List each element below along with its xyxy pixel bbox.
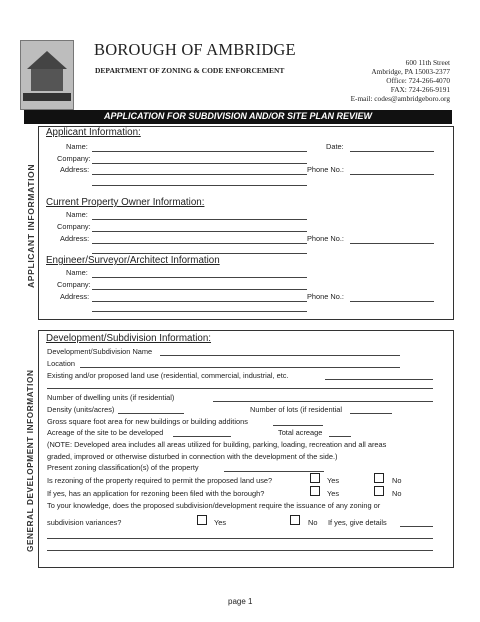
application-yes-label: Yes xyxy=(327,489,340,498)
engineer-address-field[interactable] xyxy=(92,301,307,302)
applicant-date-field[interactable] xyxy=(350,151,434,152)
engineer-phone-label: Phone No.: xyxy=(307,292,344,301)
variance-details-field[interactable] xyxy=(400,526,433,527)
address-city: Ambridge, PA 15003-2377 xyxy=(371,67,450,76)
applicant-address-label: Address: xyxy=(60,165,90,174)
applicant-address-field[interactable] xyxy=(92,174,307,175)
engineer-company-field[interactable] xyxy=(92,289,307,290)
land-use-label: Existing and/or proposed land use (residential, commercial, industrial, etc. xyxy=(47,371,289,380)
owner-heading: Current Property Owner Information: xyxy=(46,197,205,208)
owner-name-label: Name: xyxy=(66,210,88,219)
applicant-address-line-2[interactable] xyxy=(92,185,307,186)
applicant-company-label: Company: xyxy=(57,154,91,163)
owner-name-field[interactable] xyxy=(92,219,307,220)
contact-address-block xyxy=(351,58,450,103)
lots-field[interactable] xyxy=(350,413,392,414)
acreage-site-field[interactable] xyxy=(173,436,231,437)
rezoning-question: Is rezoning of the property required to permit the proposed land use? xyxy=(47,476,273,485)
note-line-1: (NOTE: Developed area includes all areas utilized for building, parking, loading, recreation and all areas xyxy=(47,440,387,449)
density-field[interactable] xyxy=(118,413,184,414)
application-no-label: No xyxy=(392,489,402,498)
applicant-date-label: Date: xyxy=(326,142,344,151)
address-office-phone: Office: 724-266-4070 xyxy=(386,76,450,85)
rezoning-yes-checkbox[interactable] xyxy=(310,473,320,483)
rezoning-no-checkbox[interactable] xyxy=(374,473,384,483)
application-banner xyxy=(24,110,452,124)
dwelling-units-label: Number of dwelling units (if residential) xyxy=(47,393,175,402)
owner-address-line-2[interactable] xyxy=(92,253,307,254)
knowledge-question: To your knowledge, does the proposed subdivision/development require the issuance of any zoning or xyxy=(47,501,381,510)
development-section-box xyxy=(38,330,454,568)
address-email: E-mail: codes@ambridgeboro.org xyxy=(350,94,450,103)
application-question: If yes, has an application for rezoning been filed with the borough? xyxy=(47,489,265,498)
dwelling-units-field[interactable] xyxy=(213,401,433,402)
application-yes-checkbox[interactable] xyxy=(310,486,320,496)
owner-phone-label: Phone No.: xyxy=(307,234,344,243)
gross-sqft-field[interactable] xyxy=(273,425,323,426)
location-label: Location xyxy=(47,359,75,368)
acreage-site-label: Acreage of the site to be developed xyxy=(47,428,164,437)
banner-text: APPLICATION FOR SUBDIVISION AND/OR SITE PLAN REVIEW xyxy=(103,111,372,121)
land-use-field[interactable] xyxy=(325,379,433,380)
owner-address-label: Address: xyxy=(60,234,90,243)
lots-label: Number of lots (if residential xyxy=(250,405,343,414)
owner-address-field[interactable] xyxy=(92,243,307,244)
applicant-phone-label: Phone No.: xyxy=(307,165,344,174)
variance-yes-checkbox[interactable] xyxy=(197,515,207,525)
engineer-address-line-2[interactable] xyxy=(92,311,307,312)
applicant-section-box xyxy=(38,126,454,320)
engineer-company-label: Company: xyxy=(57,280,91,289)
zoning-class-field[interactable] xyxy=(224,471,324,472)
dev-name-field[interactable] xyxy=(160,355,400,356)
land-use-line-2[interactable] xyxy=(47,388,433,389)
applicant-phone-field[interactable] xyxy=(350,174,434,175)
if-yes-details-label: If yes, give details xyxy=(328,518,387,527)
engineer-name-label: Name: xyxy=(66,268,88,277)
department-name: DEPARTMENT OF ZONING & CODE ENFORCEMENT xyxy=(95,66,285,75)
owner-phone-field[interactable] xyxy=(350,243,434,244)
address-fax: FAX: 724-266-9191 xyxy=(390,85,450,94)
application-no-checkbox[interactable] xyxy=(374,486,384,496)
variance-no-label: No xyxy=(308,518,318,527)
development-heading: Development/Subdivision Information: xyxy=(46,333,212,344)
engineer-address-label: Address: xyxy=(60,292,90,301)
applicant-name-label: Name: xyxy=(66,142,88,151)
development-side-label: GENERAL DEVELOPMENT INFORMATION xyxy=(26,369,35,552)
zoning-class-label: Present zoning classification(s) of the property xyxy=(47,463,199,472)
density-label: Density (units/acres) xyxy=(47,405,115,414)
applicant-name-field[interactable] xyxy=(92,151,307,152)
owner-company-label: Company: xyxy=(57,222,91,231)
total-acreage-field[interactable] xyxy=(329,436,351,437)
engineer-phone-field[interactable] xyxy=(350,301,434,302)
applicant-company-field[interactable] xyxy=(92,163,307,164)
note-line-2: graded, improved or otherwise disturbed in connection with the development of the side.) xyxy=(47,452,338,461)
applicant-heading: Applicant Information: xyxy=(46,127,141,138)
total-acreage-label: Total acreage xyxy=(278,428,323,437)
engineer-heading: Engineer/Surveyor/Architect Information xyxy=(46,255,220,266)
page-number: page 1 xyxy=(228,597,253,606)
variance-no-checkbox[interactable] xyxy=(290,515,300,525)
borough-seal-logo xyxy=(20,40,74,110)
page-title: BOROUGH OF AMBRIDGE xyxy=(94,40,296,59)
dev-name-label: Development/Subdivision Name xyxy=(47,347,153,356)
variance-details-line-2[interactable] xyxy=(47,538,433,539)
variance-question: subdivision variances? xyxy=(47,518,122,527)
rezoning-yes-label: Yes xyxy=(327,476,340,485)
applicant-side-label: APPLICANT INFORMATION xyxy=(26,163,36,288)
gross-sqft-label: Gross square foot area for new buildings or building additions xyxy=(47,417,248,426)
address-street: 600 11th Street xyxy=(405,58,450,67)
rezoning-no-label: No xyxy=(392,476,402,485)
engineer-name-field[interactable] xyxy=(92,277,307,278)
variance-details-line-3[interactable] xyxy=(47,550,433,551)
variance-yes-label: Yes xyxy=(214,518,227,527)
owner-company-field[interactable] xyxy=(92,231,307,232)
location-field[interactable] xyxy=(80,367,400,368)
